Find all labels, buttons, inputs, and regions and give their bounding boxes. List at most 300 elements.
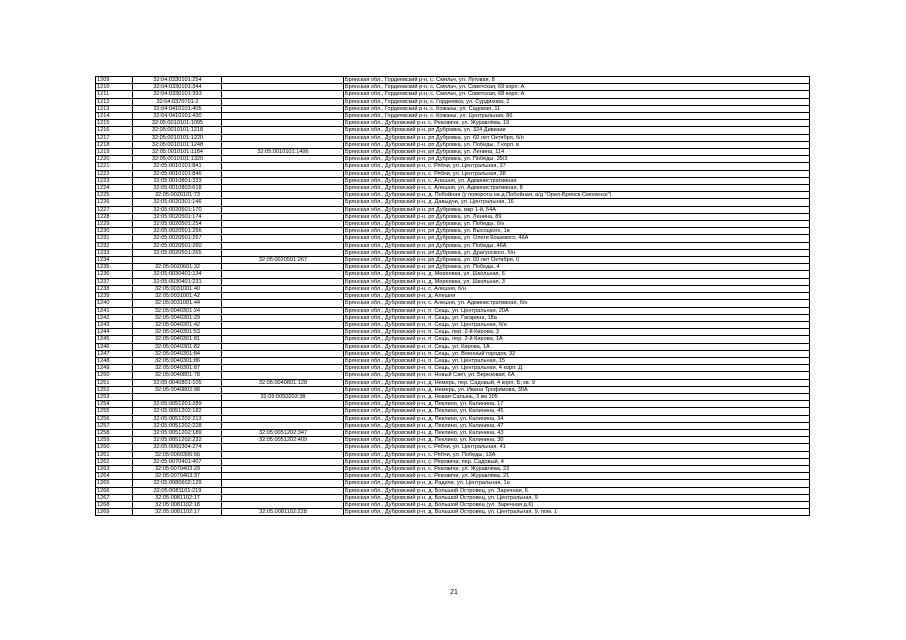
row-number-cell: 1263: [96, 465, 133, 472]
row-number-cell: 1262: [96, 458, 133, 465]
address-cell: Брянская обл., Дубровский р-н, д. Побойная (у поворота на д.Побойная, а/д "Орел-Брянск-Смоленск"): [344, 192, 810, 199]
address-cell: Брянская обл., Дубровский р-н, рп Дубровка, ул. Победы, б/н: [344, 221, 810, 228]
row-number-cell: 1215: [96, 120, 133, 127]
related-cadastral-number-cell: [222, 170, 344, 177]
address-cell: Брянская обл., Дубровский р-н, с. Алешня, ул. Административная, б/н: [344, 300, 810, 307]
related-cadastral-number-cell: [222, 285, 344, 292]
table-row: [96, 170, 810, 177]
address-cell: Брянская обл., Дубровский р-н, рп Дубровка, ул. 324 Дивизии: [344, 127, 810, 134]
related-cadastral-number-cell: [222, 350, 344, 357]
cadastral-number-cell: 32:05:0030401:134: [133, 271, 222, 278]
cadastral-number-cell: 32:05:0040301:29: [133, 314, 222, 321]
table-row: [96, 350, 810, 357]
related-cadastral-number-cell: [222, 408, 344, 415]
row-number-cell: 1229: [96, 221, 133, 228]
address-cell: Брянская обл., Дубровский р-н, рп Дубровка, ул. 60 лет Октября, б/н: [344, 134, 810, 141]
address-cell: Брянская обл., Дубровский р-н, с. Рековичи, ул. Журавлёва, 23: [344, 465, 810, 472]
row-number-cell: 1230: [96, 228, 133, 235]
cadastral-number-cell: 32:05:0020501:256: [133, 228, 222, 235]
address-cell: Брянская обл., Дубровский р-н, д. Пеклино, ул. Калинина, 34: [344, 415, 810, 422]
row-number-cell: 1212: [96, 98, 133, 105]
row-number-cell: 1249: [96, 365, 133, 372]
row-number-cell: 1240: [96, 300, 133, 307]
table-row: [96, 113, 810, 120]
table-row: [96, 278, 810, 285]
table-body: [96, 77, 810, 516]
table-row: [96, 300, 810, 307]
related-cadastral-number-cell: [222, 185, 344, 192]
cadastral-number-cell: 32:05:0040301:86: [133, 357, 222, 364]
table-row: [96, 192, 810, 199]
row-number-cell: 1257: [96, 422, 133, 429]
related-cadastral-number-cell: [222, 473, 344, 480]
cadastral-number-cell: 32:04:0410101:405: [133, 105, 222, 112]
row-number-cell: 1235: [96, 264, 133, 271]
related-cadastral-number-cell: [222, 465, 344, 472]
cadastral-number-cell: 32:05:0010101:841: [133, 163, 222, 170]
address-cell: Брянская обл., Дубровский р-н, рп Дубровка, ул. Победы, 7 корп. в: [344, 141, 810, 148]
row-number-cell: 1268: [96, 501, 133, 508]
address-cell: Брянская обл., Дубровский р-н, п. Сещь, ул. Кирова, 1А: [344, 343, 810, 350]
row-number-cell: 1213: [96, 105, 133, 112]
address-cell: Брянская обл., Дубровский р-н, п. Сещь, ул. Военный городок, 32: [344, 350, 810, 357]
row-number-cell: 1211: [96, 91, 133, 98]
cadastral-number-cell: 32:05:0010101:1184: [133, 149, 222, 156]
row-number-cell: 1250: [96, 372, 133, 379]
address-cell: Брянская обл., Дубровский р-н, с. Рековичи, ул. Журавлёва, 19: [344, 120, 810, 127]
cadastral-number-cell: 32:05:0051202:232: [133, 437, 222, 444]
row-number-cell: 1261: [96, 451, 133, 458]
row-number-cell: 1255: [96, 408, 133, 415]
cadastral-number-cell: 32:05:0040301:42: [133, 321, 222, 328]
row-number-cell: 1245: [96, 336, 133, 343]
cadastral-number-cell: 32:05:0020501:170: [133, 206, 222, 213]
table-row: [96, 228, 810, 235]
address-cell: Брянская обл., Дубровский р-н, д. Давыдчи, ул. Центральная, 16: [344, 199, 810, 206]
related-cadastral-number-cell: [222, 206, 344, 213]
cadastral-number-cell: 32:05:0040301:53: [133, 329, 222, 336]
address-cell: Брянская обл., Дубровский р-н, с. Алешня, ул. Административная, 8: [344, 185, 810, 192]
related-cadastral-number-cell: 32:05:0010101:1496: [222, 149, 344, 156]
cadastral-number-cell: 32:05:0010101:1095: [133, 120, 222, 127]
cadastral-number-cell: 32:05:0060304:274: [133, 444, 222, 451]
table-row: [96, 264, 810, 271]
cadastral-number-cell: 32:05:0040301:81: [133, 336, 222, 343]
related-cadastral-number-cell: [222, 177, 344, 184]
cadastral-number-cell: 32:05:0020601:32: [133, 264, 222, 271]
related-cadastral-number-cell: [222, 480, 344, 487]
table-row: [96, 451, 810, 458]
table-row: [96, 134, 810, 141]
related-cadastral-number-cell: [222, 163, 344, 170]
related-cadastral-number-cell: [222, 451, 344, 458]
address-cell: Брянская обл., Дубровский р-н, д. Мереевка, ул. Школьная, 3: [344, 278, 810, 285]
related-cadastral-number-cell: [222, 120, 344, 127]
table-row: [96, 357, 810, 364]
table-row: [96, 494, 810, 501]
address-cell: Брянская обл., Дубровский р-н, д. Немерь, ул. Ивана Трофимова, 30А: [344, 386, 810, 393]
address-cell: Брянская обл., Дубровский р-н, с. Рековичи, пер. Садовый, 4: [344, 458, 810, 465]
related-cadastral-number-cell: [222, 127, 344, 134]
related-cadastral-number-cell: [222, 271, 344, 278]
table-row: [96, 329, 810, 336]
table-row: [96, 458, 810, 465]
cadastral-number-cell: 32:05:0020501:257: [133, 235, 222, 242]
table-row: [96, 242, 810, 249]
row-number-cell: 1256: [96, 415, 133, 422]
address-cell: Брянская обл., Дубровский р-н, с. Рековичи, ул. Журавлёва, 21: [344, 473, 810, 480]
table-row: [96, 444, 810, 451]
address-cell: Брянская обл., Дубровский р-н, д. Алешня: [344, 293, 810, 300]
address-cell: Брянская обл., Дубровский р-н, рп Дубровка, ул. Ленина, 114: [344, 149, 810, 156]
table-row: [96, 401, 810, 408]
table-row: [96, 473, 810, 480]
related-cadastral-number-cell: [222, 199, 344, 206]
row-number-cell: 1214: [96, 113, 133, 120]
table-row: [96, 393, 810, 400]
row-number-cell: 1218: [96, 141, 133, 148]
row-number-cell: 1269: [96, 509, 133, 516]
row-number-cell: 1227: [96, 206, 133, 213]
related-cadastral-number-cell: 32:05:0051202:409: [222, 437, 344, 444]
related-cadastral-number-cell: [222, 458, 344, 465]
address-cell: Брянская обл., Дубровский р-н, рп Дубровка, ул. Высоцкого, 1в: [344, 228, 810, 235]
table-row: [96, 293, 810, 300]
table-row: [96, 321, 810, 328]
related-cadastral-number-cell: [222, 105, 344, 112]
row-number-cell: 1224: [96, 185, 133, 192]
cadastral-number-cell: 32:05:0051201:289: [133, 401, 222, 408]
row-number-cell: 1266: [96, 487, 133, 494]
address-cell: Брянская обл., Дубровский р-н, с. Рябчи, ул. Центральная, 41: [344, 444, 810, 451]
address-cell: Брянская обл., Дубровский р-н, с. Рябчи, ул. Победы, 13А: [344, 451, 810, 458]
row-number-cell: 1228: [96, 213, 133, 220]
address-cell: Брянская обл., Дубровский р-н, п. Сещь, пер. 2-й Кирова, 1А: [344, 336, 810, 343]
row-number-cell: 1225: [96, 192, 133, 199]
cadastral-number-cell: 32:05:0010101:1320: [133, 156, 222, 163]
address-cell: Брянская обл., Дубровский р-н, рп Дубровка, ул. Победы, 35/3: [344, 156, 810, 163]
related-cadastral-number-cell: [222, 98, 344, 105]
table-row: [96, 185, 810, 192]
address-cell: Брянская обл., Дубровский р-н, д. Пеклино, ул. Калинина, 30: [344, 437, 810, 444]
address-cell: Брянская обл., Дубровский р-н, д. Большой Островец (ул. Заречная д.6): [344, 501, 810, 508]
property-register-table: [95, 76, 810, 516]
table-row: [96, 156, 810, 163]
cadastral-number-cell: 32:05:0010101:1218: [133, 127, 222, 134]
address-cell: Брянская обл., Дубровский р-н, д. Немерь, пер. Садовый, 4 корп. Б, кв. 9: [344, 379, 810, 386]
address-cell: Брянская обл., Дубровский р-н, п. Сещь, ул. Центральная, б/н: [344, 321, 810, 328]
row-number-cell: 1267: [96, 494, 133, 501]
related-cadastral-number-cell: [222, 415, 344, 422]
row-number-cell: 1241: [96, 307, 133, 314]
row-number-cell: 1247: [96, 350, 133, 357]
related-cadastral-number-cell: [222, 401, 344, 408]
address-cell: Брянская обл., Дубровский р-н, п. Сещь, ул. Центральная, 4 корп. Д: [344, 365, 810, 372]
cadastral-number-cell: 32:05:0070403:37: [133, 473, 222, 480]
table-row: [96, 177, 810, 184]
related-cadastral-number-cell: [222, 91, 344, 98]
related-cadastral-number-cell: 32:05:0051202:347: [222, 429, 344, 436]
related-cadastral-number-cell: [222, 386, 344, 393]
cadastral-number-cell: 32:05:0020301:146: [133, 199, 222, 206]
cadastral-number-cell: 32:05:0010803:618: [133, 185, 222, 192]
related-cadastral-number-cell: [222, 213, 344, 220]
table-row: [96, 285, 810, 292]
table-row: [96, 235, 810, 242]
table-row: [96, 509, 810, 516]
cadastral-number-cell: 32:05:0040801:105: [133, 379, 222, 386]
row-number-cell: 1233: [96, 249, 133, 256]
table-row: [96, 249, 810, 256]
related-cadastral-number-cell: [222, 372, 344, 379]
related-cadastral-number-cell: [222, 365, 344, 372]
table-row: [96, 206, 810, 213]
address-cell: Брянская обл., Дубровский р-н, д. Большой Островец, ул. Центральная, 9: [344, 494, 810, 501]
cadastral-number-cell: 32:05:0051202:182: [133, 408, 222, 415]
cadastral-number-cell: 32:05:0040802:98: [133, 386, 222, 393]
related-cadastral-number-cell: [222, 134, 344, 141]
row-number-cell: 1264: [96, 473, 133, 480]
row-number-cell: 1259: [96, 437, 133, 444]
cadastral-number-cell: 32:05:0020501:254: [133, 221, 222, 228]
cadastral-number-cell: 32:05:0020501:260: [133, 242, 222, 249]
table-row: [96, 422, 810, 429]
table-row: [96, 257, 810, 264]
row-number-cell: 1242: [96, 314, 133, 321]
related-cadastral-number-cell: 32:05:0020501:267: [222, 257, 344, 264]
address-cell: Брянская обл., Дубровский р-н, рп Дубровка, ул. Победы, 4: [344, 264, 810, 271]
related-cadastral-number-cell: [222, 293, 344, 300]
related-cadastral-number-cell: [222, 321, 344, 328]
table-row: [96, 120, 810, 127]
address-cell: Брянская обл., Дубровский р-н, рп Дубровка, ул. Ленина, 89: [344, 213, 810, 220]
table-row: [96, 98, 810, 105]
related-cadastral-number-cell: [222, 242, 344, 249]
address-cell: Брянская обл., Гордеевский р-н, с. Смяльч, ул. Советская, 69 корп. А: [344, 84, 810, 91]
address-cell: Брянская обл., Дубровский р-н, д. Мереевка, ул. Школьная, 6: [344, 271, 810, 278]
cadastral-number-cell: 32:05:0020501:265: [133, 249, 222, 256]
table-row: [96, 221, 810, 228]
row-number-cell: 1221: [96, 163, 133, 170]
related-cadastral-number-cell: [222, 84, 344, 91]
related-cadastral-number-cell: [222, 300, 344, 307]
related-cadastral-number-cell: [222, 501, 344, 508]
address-cell: Брянская обл., Дубровский р-н, п. Сещь, ул. Центральная, 15: [344, 357, 810, 364]
address-cell: Брянская обл., Дубровский р-н, с. Алешня, б/н: [344, 285, 810, 292]
related-cadastral-number-cell: [222, 221, 344, 228]
related-cadastral-number-cell: 32:05:0050203:38: [222, 393, 344, 400]
row-number-cell: 1248: [96, 357, 133, 364]
row-number-cell: 1253: [96, 393, 133, 400]
row-number-cell: 1237: [96, 278, 133, 285]
row-number-cell: 1232: [96, 242, 133, 249]
row-number-cell: 1209: [96, 77, 133, 84]
row-number-cell: 1265: [96, 480, 133, 487]
related-cadastral-number-cell: [222, 156, 344, 163]
cadastral-number-cell: 32:05:0040301:84: [133, 350, 222, 357]
table-row: [96, 429, 810, 436]
cadastral-number-cell: 32:05:0051202:189: [133, 429, 222, 436]
cadastral-number-cell: 32:05:0040801:78: [133, 372, 222, 379]
related-cadastral-number-cell: [222, 249, 344, 256]
related-cadastral-number-cell: [222, 264, 344, 271]
cadastral-number-cell: 32:05:0010801:333: [133, 177, 222, 184]
related-cadastral-number-cell: [222, 141, 344, 148]
address-cell: Брянская обл., Дубровский р-н, рп Дубровка, ул. Победы, 46А: [344, 242, 810, 249]
address-cell: Брянская обл., Дубровский р-н, д. Пеклино, ул. Калинина, 47: [344, 422, 810, 429]
row-number-cell: 1222: [96, 170, 133, 177]
row-number-cell: 1216: [96, 127, 133, 134]
row-number-cell: 1234: [96, 257, 133, 264]
related-cadastral-number-cell: [222, 113, 344, 120]
cadastral-number-cell: 32:04:0370701:2: [133, 98, 222, 105]
related-cadastral-number-cell: [222, 77, 344, 84]
table-row: [96, 141, 810, 148]
cadastral-number-cell: 32:04:0330101:393: [133, 91, 222, 98]
cadastral-number-cell: 32:05:0051202:213: [133, 415, 222, 422]
cadastral-number-cell: 32:05:0030401:231: [133, 278, 222, 285]
address-cell: Брянская обл., Дубровский р-н, рп Дубровка, мкр 1-й, 54А: [344, 206, 810, 213]
row-number-cell: 1246: [96, 343, 133, 350]
row-number-cell: 1254: [96, 401, 133, 408]
related-cadastral-number-cell: [222, 357, 344, 364]
related-cadastral-number-cell: [222, 307, 344, 314]
table-row: [96, 213, 810, 220]
row-number-cell: 1231: [96, 235, 133, 242]
address-cell: Брянская обл., Дубровский р-н, с. Алешня, ул. Административная: [344, 177, 810, 184]
row-number-cell: 1236: [96, 271, 133, 278]
row-number-cell: 1243: [96, 321, 133, 328]
table-row: [96, 365, 810, 372]
table-row: [96, 163, 810, 170]
related-cadastral-number-cell: 32:05:0040801:128: [222, 379, 344, 386]
table-row: [96, 149, 810, 156]
table-row: [96, 336, 810, 343]
address-cell: Брянская обл., Дубровский р-н, с. Рябчи, ул. Центральная, 37: [344, 163, 810, 170]
row-number-cell: 1226: [96, 199, 133, 206]
table-row: [96, 105, 810, 112]
table-row: [96, 386, 810, 393]
address-cell: Брянская обл., Гордеевский р-н, с. Гордеевка, ул. Сурдихова, 2: [344, 98, 810, 105]
address-cell: Брянская обл., Гордеевский р-н, с. Смяльч, ул. Луговая, 8: [344, 77, 810, 84]
cadastral-number-cell: 32:05:0010101:1248: [133, 141, 222, 148]
cadastral-number-cell: 32:05:0051202:228: [133, 422, 222, 429]
row-number-cell: 1217: [96, 134, 133, 141]
cadastral-number-cell: 32:05:0020501:174: [133, 213, 222, 220]
row-number-cell: 1251: [96, 379, 133, 386]
address-cell: Брянская обл., Дубровский р-н, рп Дубровка, ул. Драгунского, б/н: [344, 249, 810, 256]
table-row: [96, 487, 810, 494]
row-number-cell: 1258: [96, 429, 133, 436]
row-number-cell: 1210: [96, 84, 133, 91]
related-cadastral-number-cell: [222, 235, 344, 242]
cadastral-number-cell: 32:04:0410101:430: [133, 113, 222, 120]
related-cadastral-number-cell: [222, 487, 344, 494]
cadastral-number-cell: 32:05:0081101:219: [133, 487, 222, 494]
cadastral-number-cell: 32:05:0081102:17: [133, 494, 222, 501]
related-cadastral-number-cell: [222, 192, 344, 199]
address-cell: Брянская обл., Дубровский р-н, с. Рябчи, ул. Центральная, 38: [344, 170, 810, 177]
table-row: [96, 307, 810, 314]
address-cell: Брянская обл., Дубровский р-н, п. Сещь, ул. Гагарина, 18а: [344, 314, 810, 321]
row-number-cell: 1252: [96, 386, 133, 393]
page-number: 21: [450, 589, 458, 596]
address-cell: Брянская обл., Дубровский р-н, д. Пеклино, ул. Калинина, 17: [344, 401, 810, 408]
cadastral-number-cell: 32:05:0060306:56: [133, 451, 222, 458]
cadastral-number-cell: 32:05:0081102:18: [133, 501, 222, 508]
row-number-cell: 1260: [96, 444, 133, 451]
related-cadastral-number-cell: [222, 278, 344, 285]
address-cell: Брянская обл., Дубровский р-н, д. Пеклино, ул. Калинина, 43: [344, 429, 810, 436]
cadastral-number-cell: 32:04:0330101:254: [133, 77, 222, 84]
table-row: [96, 199, 810, 206]
row-number-cell: 1219: [96, 149, 133, 156]
cadastral-number-cell: 32:05:0031001:44: [133, 300, 222, 307]
address-cell: Брянская обл., Дубровский р-н, рп Дубровка, ул. 60 лет Октября, 0: [344, 257, 810, 264]
address-cell: Брянская обл., Дубровский р-н, д. Пеклино, ул. Калинина, 45: [344, 408, 810, 415]
address-cell: Брянская обл., Дубровский р-н, п. Новый Свет, ул. Березовая, 6А: [344, 372, 810, 379]
cadastral-number-cell: 32:05:0080602:129: [133, 480, 222, 487]
address-cell: Брянская обл., Дубровский р-н, рп Дубровка, ул. Олеги Кошевого, 46А: [344, 235, 810, 242]
address-cell: Брянская обл., Дубровский р-н, д. Новая Салынь, 3 км 105: [344, 393, 810, 400]
address-cell: Брянская обл., Дубровский р-н, п. Сещь, ул. Центральная, 20А: [344, 307, 810, 314]
table-row: [96, 379, 810, 386]
cadastral-number-cell: 32:05:0031001:42: [133, 293, 222, 300]
address-cell: Брянская обл., Дубровский р-н, д. Большой Островец, ул. Центральная, 9, пом. 1: [344, 509, 810, 516]
row-number-cell: 1220: [96, 156, 133, 163]
related-cadastral-number-cell: [222, 314, 344, 321]
table-row: [96, 77, 810, 84]
cadastral-number-cell: [133, 393, 222, 400]
address-cell: Брянская обл., Гордеевский р-н, с. Смяльч, ул. Советская, 68 корп. А: [344, 91, 810, 98]
related-cadastral-number-cell: [222, 228, 344, 235]
cadastral-number-cell: 32:05:0081102:17: [133, 509, 222, 516]
table-row: [96, 480, 810, 487]
table-row: [96, 372, 810, 379]
related-cadastral-number-cell: [222, 494, 344, 501]
address-cell: Брянская обл., Гордеевский р-н, с. Кожаны, ул. Садовая, 11: [344, 105, 810, 112]
table-row: [96, 314, 810, 321]
row-number-cell: 1223: [96, 177, 133, 184]
table-row: [96, 415, 810, 422]
related-cadastral-number-cell: [222, 329, 344, 336]
table-row: [96, 127, 810, 134]
address-cell: Брянская обл., Дубровский р-н, п. Сещь, пер. 2-й Кирова, 3: [344, 329, 810, 336]
row-number-cell: 1244: [96, 329, 133, 336]
cadastral-number-cell: 32:05:0031001:40: [133, 285, 222, 292]
cadastral-number-cell: 32:05:0040301:87: [133, 365, 222, 372]
row-number-cell: 1238: [96, 285, 133, 292]
related-cadastral-number-cell: [222, 444, 344, 451]
table-row: [96, 91, 810, 98]
table-row: [96, 437, 810, 444]
address-cell: Брянская обл., Дубровский р-н, д. Радичи, ул. Центральная, 1а: [344, 480, 810, 487]
cadastral-number-cell: 32:04:0330101:344: [133, 84, 222, 91]
related-cadastral-number-cell: [222, 343, 344, 350]
cadastral-number-cell: 32:05:0010101:846: [133, 170, 222, 177]
cadastral-number-cell: [133, 257, 222, 264]
cadastral-number-cell: 32:05:0070403:29: [133, 465, 222, 472]
cadastral-number-cell: 32:05:0010101:1220: [133, 134, 222, 141]
address-cell: Брянская обл., Гордеевский р-н, с. Кожаны, ул. Центральная, 86: [344, 113, 810, 120]
cadastral-number-cell: 32:05:0040301:82: [133, 343, 222, 350]
cadastral-number-cell: 32:05:0040301:24: [133, 307, 222, 314]
table-row: [96, 501, 810, 508]
address-cell: Брянская обл., Дубровский р-н, д. Большой Островец, ул. Заречная, 6: [344, 487, 810, 494]
table-row: [96, 84, 810, 91]
table-row: [96, 408, 810, 415]
row-number-cell: 1239: [96, 293, 133, 300]
